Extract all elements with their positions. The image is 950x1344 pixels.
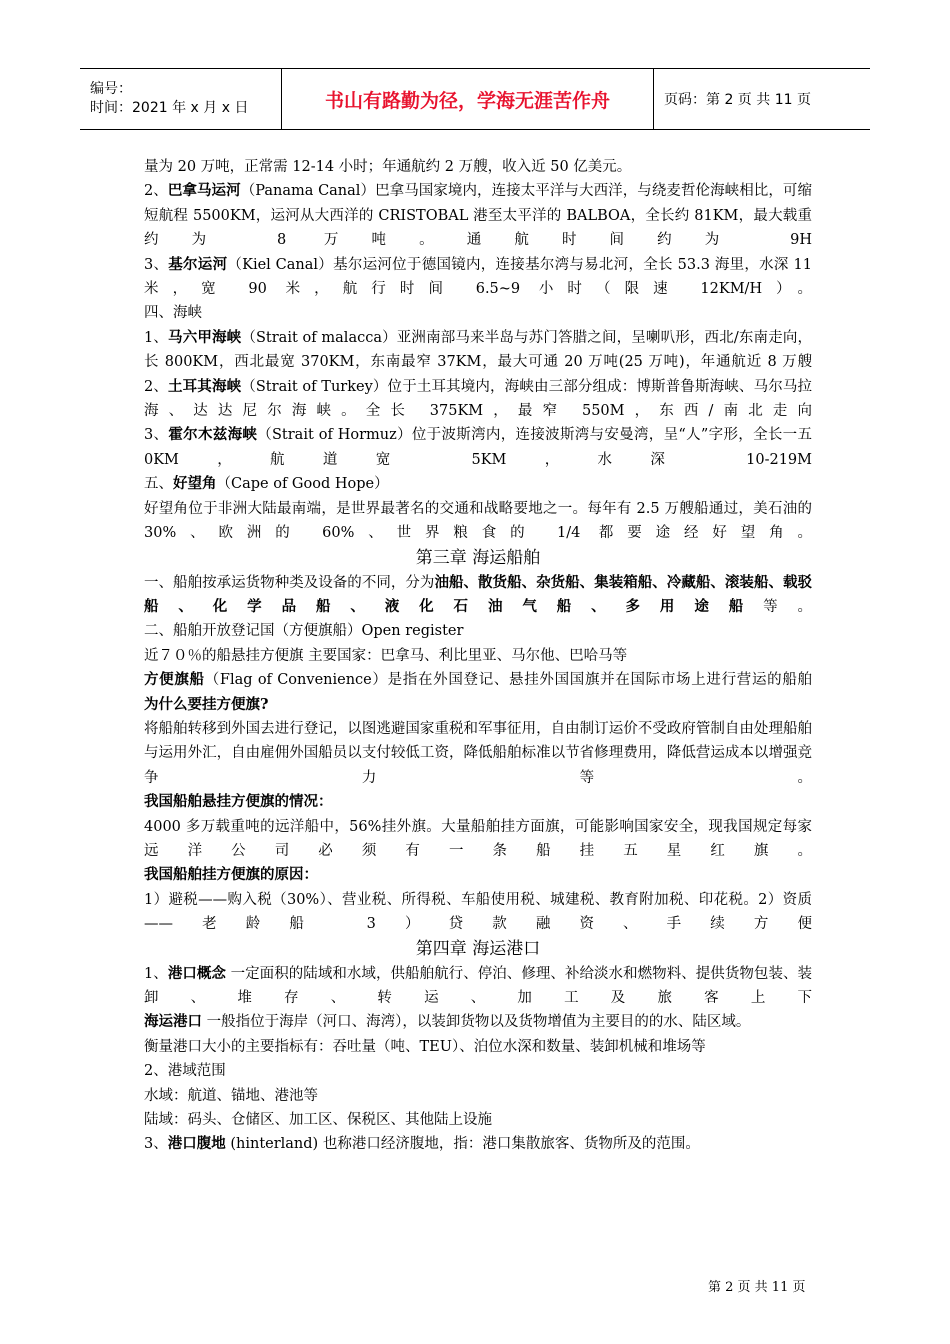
paragraph: 4000 多万载重吨的远洋船中，56%挂外旗。大量船舶挂方面旗，可能影响国家安全，现我国规定每家远洋公司必须有一条船挂五星红旗。 <box>144 818 812 859</box>
question-heading: 为什么要挂方便旗? <box>144 695 269 713</box>
paragraph: 将船舶转移到外国去进行登记，以图逃避国家重税和军事征用，自由制订运价不受政府管制自由处理船舶与运用外汇，自由雇佣外国船员以支付较低工资，降低船舶标准以节省修理费用，降低营运成本以增强竞争力等。 <box>144 720 812 786</box>
page-footer: 第 2 页 共 11 页 <box>708 1280 806 1295</box>
kiel-paragraph: 3、基尔运河（Kiel Canal）基尔运河位于德国镜内，连接基尔湾与易北河，全长 53.3 海里，水深 11 米，宽 90 米，航行时间 6.5~9 小时（限速 12KM/H）。 <box>144 255 812 298</box>
number-label: 编号： <box>90 81 132 97</box>
malacca-paragraph: 1、马六甲海峡（Strait of malacca）亚洲南部马来半岛与苏门答腊之间，呈喇叭形，西北/东南走向，长 800KM，西北最宽 370KM，东南最窄 37KM，最大可通 20 万吨(25 万吨)，年通航近 8 万艘 <box>144 328 813 371</box>
ship-types-list: 油船、散货船、杂货船、集装箱船、冷藏船、滚装船、载驳船、化学品船、液化石油气船、多用途船 <box>144 573 813 615</box>
hormuz-title: 霍尔木兹海峡 <box>168 426 258 444</box>
chapter-title: 第四章 海运港口 <box>415 938 541 959</box>
seaport-paragraph: 海运港口 一般指位于海岸（河口、海湾），以装卸货物以及货物增值为主要目的的水、陆区域。 <box>144 1013 751 1031</box>
ship-types-paragraph: 一、船舶按承运货物种类及设备的不同，分为油船、散货船、杂货船、集装箱船、冷藏船、滚装船、载驳船、化学品船、液化石油气船、多用途船等。 <box>144 573 813 615</box>
document-body <box>144 155 812 1157</box>
question-heading: 我国船舶悬挂方便旗的情况： <box>144 793 333 811</box>
paragraph: 近７０％的船悬挂方便旗 主要国家：巴拿马、利比里亚、马尔他、巴哈马等 <box>144 647 628 664</box>
header-meta <box>80 69 282 129</box>
foc-paragraph: 方便旗船（Flag of Convenience）是指在外国登记、悬挂外国国旗并在国际市场上进行营运的船舶 <box>144 671 812 689</box>
header-motto: 书山有路勤为径，学海无涯苦作舟 <box>282 69 654 129</box>
panama-paragraph: 2、巴拿马运河（Panama Canal）巴拿马国家境内，连接太平洋与大西洋，与绕麦哲伦海峡相比，可缩短航程 5500KM，运河从大西洋的 CRISTOBAL 港至太平洋的 BALBOA，全长约 81KM，最大载重约为 8 万吨。通航时间约为 9H <box>144 182 813 249</box>
paragraph: 2、港域范围 <box>144 1063 226 1080</box>
kiel-title: 基尔运河 <box>168 255 228 273</box>
chapter-title: 第三章 海运船舶 <box>415 547 541 568</box>
port-concept-paragraph: 1、港口概念 一定面积的陆域和水域，供船舶航行、停泊、修理、补给淡水和燃物料、提供货物包装、装卸、堆存、转运、加工及旅客上下 <box>144 964 813 1006</box>
paragraph: 1）避税——购入税（30%）、营业税、所得税、车船使用税、城建税、教育附加税、印花税。2）资质——老龄船 3）贷款融资、手续方便 <box>144 891 812 933</box>
hormuz-paragraph: 3、霍尔木兹海峡（Strait of Hormuz）位于波斯湾内，连接波斯湾与安曼湾，呈“人”字形，全长一五 0KM，航道宽 5KM，水深 10-219M <box>144 426 812 468</box>
cape-title: 好望角 <box>173 475 217 493</box>
section-heading: 五、好望角（Cape of Good Hope） <box>144 475 389 493</box>
panama-title: 巴拿马运河 <box>167 182 241 200</box>
turkey-title: 土耳其海峡 <box>168 377 242 395</box>
port-concept-title: 港口概念 <box>167 964 226 982</box>
section-heading: 四、海峡 <box>144 305 202 322</box>
paragraph: 水域：航道、锚地、港池等 <box>144 1087 318 1104</box>
seaport-title: 海运港口 <box>144 1013 202 1031</box>
header-page-info: 页码：第 2 页 共 11 页 <box>664 92 811 108</box>
paragraph: 衡量港口大小的主要指标有：吞吐量（吨、TEU）、泊位水深和数量、装卸机械和堆场等 <box>144 1038 706 1055</box>
hinterland-paragraph: 3、港口腹地 (hinterland) 也称港口经济腹地，指：港口集散旅客、货物所及的范围。 <box>144 1135 700 1153</box>
cape-paragraph: 好望角位于非洲大陆最南端，是世界最著名的交通和战略要地之一。每年有 2.5 万艘船通过，美石油的 30%、欧洲的 60%、世界粮食的 1/4 都要途经好望角。 <box>144 500 812 542</box>
hinterland-title: 港口腹地 <box>167 1135 226 1153</box>
question-heading: 我国船舶挂方便旗的原因： <box>144 866 318 884</box>
paragraph: 二、船舶开放登记国（方便旗船）Open register <box>144 623 464 640</box>
time-label: 时间：2021 年 x 月 x 日 <box>90 100 249 116</box>
foc-title: 方便旗船 <box>144 671 205 689</box>
page-header <box>80 68 870 130</box>
paragraph: 量为 20 万吨，正常需 12-14 小时；年通航约 2 万艘，收入近 50 亿美元。 <box>144 159 632 175</box>
turkey-paragraph: 2、土耳其海峡（Strait of Turkey）位于土耳其境内，海峡由三部分组成：博斯普鲁斯海峡、马尔马拉海、达达尼尔海峡。全长 375KM，最窄 550M，东西/南北走向 <box>144 377 813 420</box>
malacca-title: 马六甲海峡 <box>168 328 242 346</box>
paragraph: 陆域：码头、仓储区、加工区、保税区、其他陆上设施 <box>144 1112 492 1129</box>
